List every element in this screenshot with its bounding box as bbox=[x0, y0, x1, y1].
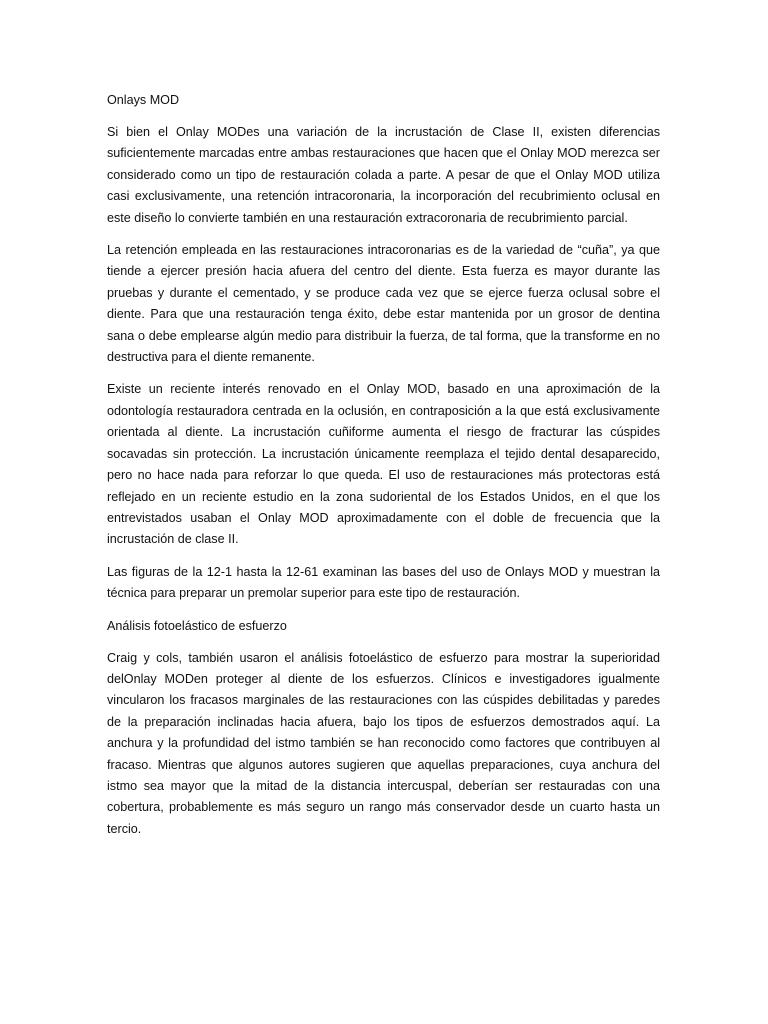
paragraph-2: La retención empleada en las restauraciones intracoronarias es de la variedad de “cuña”, ya que tiende a ejercer presión hacia afuera del centro del diente. Esta fuerza es mayor durante las pruebas y durante el cementado, y se produce cada vez que se ejerce fuerza oclusal sobre el diente. Para que una restauración tenga éxito, debe estar mantenida por un grosor de dentina sana o debe emplearse algún medio para distribuir la fuerza, de tal forma, que la transforme en no destructiva para el diente remanente. bbox=[107, 243, 660, 365]
paragraph-1: Si bien el Onlay MODes una variación de la incrustación de Clase II, existen diferencias suficientemente marcadas entre ambas restauraciones que hacen que el Onlay MOD merezca ser considerado como un tipo de restauración colada a parte. A pesar de que el Onlay MOD utiliza casi exclusivamente, una retención intracoronaria, la incorporación del recubrimiento oclusal en este diseño lo convierte también en una restauración extracoronaria de recubrimiento parcial. bbox=[107, 125, 660, 225]
paragraph-4: Las figuras de la 12-1 hasta la 12-61 examinan las bases del uso de Onlays MOD y muestran la técnica para preparar un premolar superior para este tipo de restauración. bbox=[107, 564, 660, 601]
paragraph-3: Existe un reciente interés renovado en el Onlay MOD, basado en una aproximación de la odontología restauradora centrada en la oclusión, en contraposición a la que está exclusivamente orientada al diente. La incrustación cuñiforme aumenta el riesgo de fracturar las cúspides socavadas sin protección. La incrustación únicamente reemplaza el tejido dental desaparecido, pero no hace nada para reforzar lo que queda. El uso de restauraciones más protectoras está reflejado en un reciente estudio en la zona sudoriental de los Estados Unidos, en el que los entrevistados usaban el Onlay MOD aproximadamente con el doble de frecuencia que la incrustación de clase II. bbox=[107, 382, 660, 547]
document-title: Onlays MOD bbox=[107, 93, 180, 107]
section-paragraph-1: Craig y cols, también usaron el análisis fotoelástico de esfuerzo para mostrar la superioridad delOnlay MODen proteger al diente de los esfuerzos. Clínicos e investigadores igualmente vincularon los fracasos marginales de las restauraciones con las cúspides debilitadas y paredes de la preparación inclinadas hacia afuera, bajo los tipos de esfuerzos demostrados aquí. La anchura y la profundidad del istmo también se han reconocido como factores que contribuyen al fracaso. Mientras que algunos autores sugieren que aquellas preparaciones, cuya anchura del istmo sea mayor que la mitad de la distancia intercuspal, deberían ser restauradas con una cobertura, probablemente es más seguro un rango más conservador desde un cuarto hasta un tercio. bbox=[107, 650, 660, 836]
document-page bbox=[107, 90, 660, 851]
section-title: Análisis fotoelástico de esfuerzo bbox=[107, 618, 287, 633]
